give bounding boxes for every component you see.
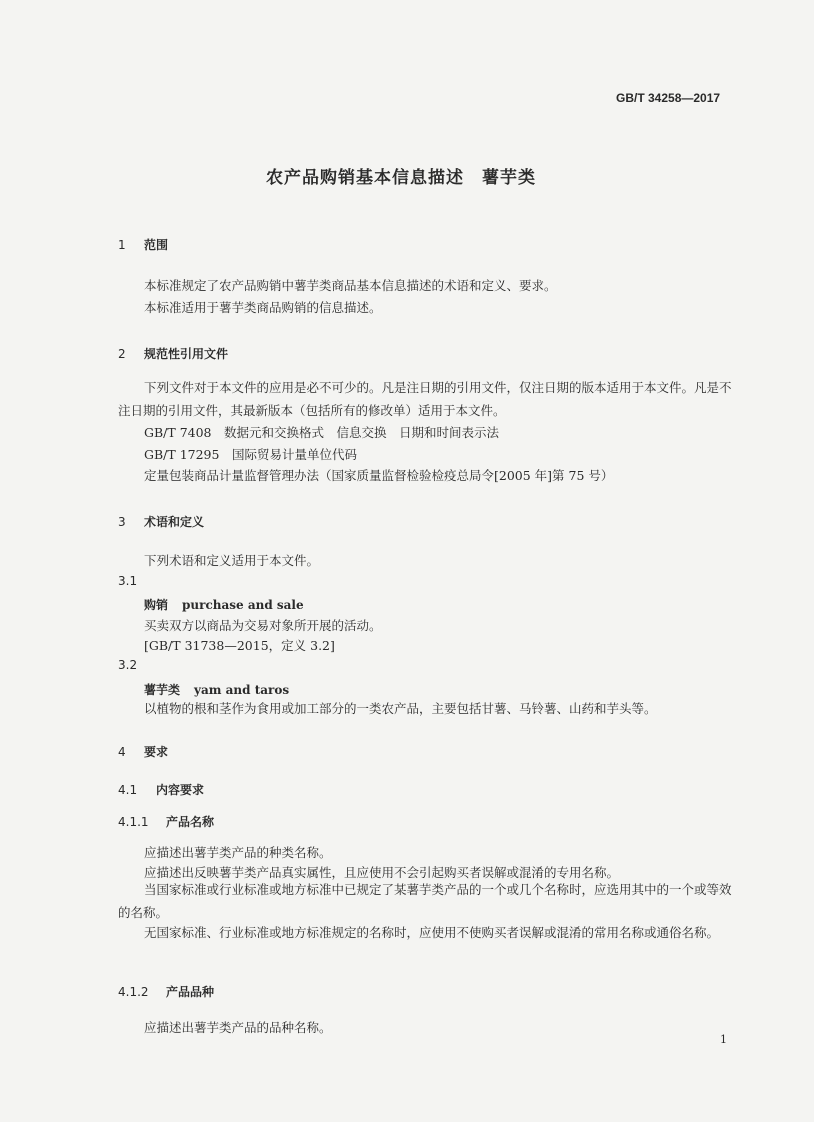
term-entry [144,681,289,698]
paragraph: 无国家标准、行业标准或地方标准规定的名称时，应使用不使购买者误解或混淆的常用名称或通俗名称。 [144,925,720,940]
term-en: purchase and sale [182,598,304,612]
section-2-heading [118,345,228,362]
subsection-4-1-2-heading [118,983,214,1000]
paragraph: 当国家标准或行业标准或地方标准中已规定了某薯芋类产品的一个或几个名称时，应选用其中的一个或等效的名称。 [118,882,732,920]
section-number: 4.1.2 [118,985,149,999]
term-zh: 购销 [144,598,169,612]
term-number: 3.2 [118,658,138,672]
standard-number: GB/T 34258—2017 [616,91,721,105]
subsection-4-1-1-heading [118,813,214,830]
term-en: yam and taros [194,683,290,697]
section-title: 产品名称 [166,815,215,829]
section-1-heading [118,236,168,253]
term-definition: 买卖双方以商品为交易对象所开展的活动。 [144,618,382,633]
paragraph: 应描述出薯芋类产品的品种名称。 [144,1020,332,1035]
section-number: 2 [118,347,126,361]
section-title: 范围 [144,238,169,252]
section-number: 1 [118,238,126,252]
paragraph: 应描述出反映薯芋类产品真实属性，且应使用不会引起购买者误解或混淆的专用名称。 [144,865,620,880]
section-title: 术语和定义 [144,515,205,529]
section-4-heading [118,743,168,760]
page-number: 1 [720,1033,727,1046]
section-number: 4 [118,745,126,759]
document-title: 农产品购销基本信息描述 薯芋类 [266,168,536,188]
reference-item: GB/T 7408 数据元和交换格式 信息交换 日期和时间表示法 [144,425,500,440]
section-title: 要求 [144,745,169,759]
subsection-4-1-heading [118,781,204,798]
paragraph: 本标准规定了农产品购销中薯芋类商品基本信息描述的术语和定义、要求。 [144,278,557,293]
paragraph: 应描述出薯芋类产品的种类名称。 [144,845,332,860]
section-number: 3 [118,515,126,529]
section-3-heading [118,513,204,530]
reference-item: 定量包装商品计量监督管理办法（国家质量监督检验检疫总局令[2005 年]第 75 号） [144,468,614,483]
term-entry [144,596,304,613]
term-definition: 以植物的根和茎作为食用或加工部分的一类农产品，主要包括甘薯、马铃薯、山药和芋头等。 [144,701,657,716]
section-title: 产品品种 [166,985,215,999]
term-source: [GB/T 31738—2015，定义 3.2] [144,638,335,653]
reference-item: GB/T 17295 国际贸易计量单位代码 [144,447,357,462]
section-number: 4.1 [118,783,138,797]
paragraph: 本标准适用于薯芋类商品购销的信息描述。 [144,300,382,315]
term-number: 3.1 [118,574,138,588]
section-number: 4.1.1 [118,815,149,829]
section-title: 内容要求 [156,783,205,797]
term-zh: 薯芋类 [144,683,181,697]
paragraph: 下列术语和定义适用于本文件。 [144,553,320,568]
paragraph: 下列文件对于本文件的应用是必不可少的。凡是注日期的引用文件，仅注日期的版本适用于本文件。凡是不注日期的引用文件，其最新版本（包括所有的修改单）适用于本文件。 [118,380,732,418]
section-title: 规范性引用文件 [144,347,229,361]
